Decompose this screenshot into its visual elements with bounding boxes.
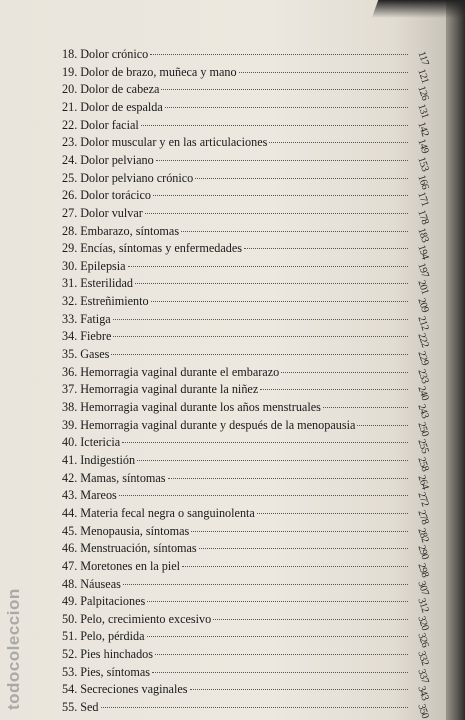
toc-entry-page: 126 <box>415 85 431 103</box>
toc-entry-number: 48. <box>62 576 78 591</box>
toc-entry-number: 45. <box>62 523 78 538</box>
toc-entry-page: 258 <box>415 455 431 473</box>
toc-entry <box>62 505 432 526</box>
toc-entry-page: 264 <box>415 473 431 491</box>
dot-leader <box>123 583 408 585</box>
toc-entry-page: 298 <box>415 561 431 579</box>
page-edge <box>446 0 465 720</box>
toc-entry <box>62 170 432 191</box>
toc-entry-page: 307 <box>415 579 431 597</box>
toc-entry-title: Pies, síntomas <box>80 664 150 679</box>
toc-entry-page: 255 <box>415 438 431 456</box>
toc-entry-number: 28. <box>62 223 78 238</box>
toc-entry-title: Encías, síntomas y enfermedades <box>80 241 243 256</box>
toc-entry-number: 23. <box>62 135 78 150</box>
toc-entry-title: Náuseas <box>80 576 121 591</box>
toc-entry <box>62 647 432 667</box>
toc-entry <box>62 576 432 597</box>
toc-entry-title: Pelo, pérdida <box>80 629 145 644</box>
toc-entry-number: 39. <box>62 417 78 432</box>
dot-leader <box>260 388 408 390</box>
toc-entry-title: Pelo, crecimiento excesivo <box>80 611 212 626</box>
toc-entry <box>62 629 432 650</box>
toc-entry <box>62 152 432 173</box>
toc-entry-title: Pies hinchados <box>80 647 154 662</box>
toc-entry <box>62 276 432 297</box>
dot-leader <box>152 671 408 673</box>
toc-entry <box>62 82 432 103</box>
dot-leader <box>153 194 408 196</box>
toc-entry <box>62 311 432 332</box>
toc-entry <box>62 488 432 508</box>
toc-entry <box>62 594 432 614</box>
dot-leader <box>195 177 408 179</box>
toc-entry-title: Hemorragia vaginal durante los años menstruales <box>80 400 321 414</box>
toc-entry-title: Dolor de espalda <box>80 99 163 114</box>
toc-entry-title: Gases <box>80 347 110 362</box>
toc-entry-page: 272 <box>415 491 431 508</box>
corner-shadow <box>372 0 465 18</box>
toc-entry <box>62 99 432 120</box>
toc-entry-number: 19. <box>62 64 78 79</box>
toc-entry <box>62 47 432 67</box>
toc-entry-title: Menstruación, síntomas <box>80 541 197 556</box>
dot-leader <box>128 265 408 267</box>
dot-leader <box>213 618 408 620</box>
toc-entry-page: 117 <box>415 50 431 67</box>
toc-entry-number: 34. <box>62 329 78 344</box>
toc-entry-number: 51. <box>62 629 78 644</box>
dot-leader <box>281 371 408 373</box>
toc-entry-title: Palpitaciones <box>80 594 146 609</box>
toc-entry-title: Dolor facial <box>80 117 139 132</box>
toc-entry <box>62 223 432 244</box>
toc-entry <box>62 417 432 438</box>
toc-entry-title: Epilepsia <box>80 258 126 273</box>
toc-entry-number: 55. <box>62 700 78 715</box>
toc-entry-title: Fatiga <box>80 311 111 326</box>
toc-entry-title: Embarazo, síntomas <box>80 223 180 238</box>
toc-entry-page: 312 <box>415 596 431 614</box>
toc-entry-title: Dolor muscular y en las articulaciones <box>80 135 268 150</box>
toc-entry <box>62 523 432 544</box>
dot-leader <box>151 300 408 302</box>
toc-entry-number: 25. <box>62 170 78 185</box>
toc-entry-number: 41. <box>62 452 78 467</box>
dot-leader <box>257 512 408 514</box>
toc-entry-title: Mamas, síntomas <box>80 470 166 485</box>
toc-entry-page: 149 <box>415 138 431 155</box>
toc-entry <box>62 558 432 579</box>
toc-entry-page: 166 <box>415 173 431 191</box>
toc-entry-title: Dolor pelviano <box>80 152 154 167</box>
dot-leader <box>147 600 408 602</box>
toc-entry-page: 326 <box>415 632 431 650</box>
toc-entry-title: Dolor torácico <box>80 188 151 203</box>
toc-entry <box>62 188 432 208</box>
toc-entry-title: Moretones en la piel <box>80 558 181 573</box>
dot-leader <box>190 688 408 690</box>
dot-leader <box>165 106 408 108</box>
toc-entry-number: 29. <box>62 241 78 256</box>
dot-leader <box>155 653 408 655</box>
toc-entry <box>62 347 432 367</box>
toc-entry <box>62 452 432 473</box>
toc-entry-title: Dolor de cabeza <box>80 82 160 97</box>
dot-leader <box>111 353 408 355</box>
dot-leader <box>150 53 408 55</box>
toc-entry <box>62 400 432 420</box>
toc-entry <box>62 241 432 261</box>
toc-entry <box>62 117 432 138</box>
dot-leader <box>244 247 408 249</box>
dot-leader <box>323 406 408 408</box>
toc-entry-title: Hemorragia vaginal durante el embarazo <box>80 364 280 379</box>
toc-entry-title: Estreñimiento <box>80 294 149 309</box>
toc-entry <box>62 470 432 491</box>
toc-entry-title: Dolor vulvar <box>80 205 143 220</box>
dot-leader <box>141 124 408 126</box>
dot-leader <box>182 565 408 567</box>
toc-entry-number: 22. <box>62 117 78 132</box>
toc-entry-title: Dolor crónico <box>80 47 149 61</box>
toc-entry-number: 32. <box>62 294 78 309</box>
dot-leader <box>137 459 408 461</box>
toc-entry-number: 24. <box>62 152 78 167</box>
toc-entry-page: 222 <box>415 332 431 350</box>
dot-leader <box>269 141 408 143</box>
dot-leader <box>357 424 408 426</box>
toc-entry-number: 38. <box>62 400 78 414</box>
toc-entry-page: 201 <box>415 279 431 297</box>
dot-leader <box>122 441 408 443</box>
toc-entry-page: 243 <box>415 402 431 420</box>
toc-entry-page: 121 <box>415 67 431 85</box>
dot-leader <box>113 318 408 320</box>
toc-entry <box>62 64 432 85</box>
toc-entry-number: 36. <box>62 364 78 379</box>
toc-entry-number: 47. <box>62 558 78 573</box>
toc-entry <box>62 435 432 456</box>
toc-entry-title: Sed <box>80 700 99 715</box>
toc-entry <box>62 205 432 226</box>
toc-entry-title: Ictericia <box>80 435 121 450</box>
toc-entry <box>62 329 432 350</box>
dot-leader <box>156 159 408 161</box>
toc-entry-number: 37. <box>62 382 78 397</box>
toc-entry-title: Hemorragia vaginal durante la niñez <box>80 382 259 397</box>
toc-entry <box>62 700 432 720</box>
toc-entry-title: Secreciones vaginales <box>80 682 188 697</box>
toc-entry-number: 33. <box>62 311 78 326</box>
toc-entry-number: 54. <box>62 682 78 697</box>
dot-leader <box>145 212 408 214</box>
toc-entry-page: 350 <box>415 702 431 720</box>
toc-entry-number: 44. <box>62 505 78 520</box>
toc-entry-number: 49. <box>62 594 78 609</box>
toc-entry-number: 42. <box>62 470 78 485</box>
toc-entry-number: 21. <box>62 99 78 114</box>
toc-entry-title: Materia fecal negra o sanguinolenta <box>80 505 255 520</box>
toc-entry <box>62 541 432 561</box>
toc-entry-page: 194 <box>415 243 431 261</box>
toc-entry-page: 197 <box>415 261 431 279</box>
toc-entry-page: 250 <box>415 420 431 438</box>
toc-entry <box>62 258 432 279</box>
toc-entry-title: Esterilidad <box>80 276 134 291</box>
toc-entry-page: 337 <box>415 667 431 685</box>
dot-leader <box>135 282 408 284</box>
dot-leader <box>181 230 408 232</box>
toc-entry-page: 343 <box>415 685 431 703</box>
toc-entry <box>62 611 432 632</box>
toc-entry-page: 278 <box>415 508 431 526</box>
toc-entry-page: 290 <box>415 543 431 561</box>
toc-entry <box>62 364 432 385</box>
toc-entry-page: 240 <box>415 385 431 403</box>
toc-entry-title: Hemorragia vaginal durante y después de la menopausia <box>80 417 356 432</box>
toc-entry-page: 131 <box>415 102 431 120</box>
dot-leader <box>199 547 408 549</box>
dot-leader <box>101 706 408 708</box>
toc-entry-page: 320 <box>415 614 431 632</box>
toc-entry-title: Menopausia, síntomas <box>80 523 190 538</box>
toc-entry-title: Fiebre <box>80 329 112 344</box>
toc-entry-page: 183 <box>415 226 431 244</box>
dot-leader <box>239 71 408 73</box>
toc-entry-number: 18. <box>62 47 78 61</box>
toc-entry-number: 20. <box>62 82 78 97</box>
toc-entry-page: 171 <box>415 190 431 208</box>
toc-entry-number: 30. <box>62 258 78 273</box>
toc-entry-title: Dolor de brazo, muñeca y mano <box>80 64 237 79</box>
toc-entry-page: 229 <box>415 349 431 367</box>
watermark: todocoleccion <box>4 588 23 710</box>
toc-entry-title: Indigestión <box>80 452 136 467</box>
toc-entry-page: 332 <box>415 649 431 667</box>
toc-entry-page: 142 <box>415 120 431 138</box>
toc-entry-title: Dolor pelviano crónico <box>80 170 194 185</box>
toc-entry-number: 50. <box>62 611 78 626</box>
toc-entry-number: 53. <box>62 664 78 679</box>
toc-entry <box>62 664 432 685</box>
toc-entry-number: 46. <box>62 541 78 556</box>
toc-entry-page: 212 <box>415 314 431 332</box>
toc-entry-page: 282 <box>415 526 431 544</box>
toc-entry <box>62 294 432 314</box>
dot-leader <box>147 635 408 637</box>
toc-entry-number: 52. <box>62 647 78 662</box>
toc-entry <box>62 135 432 155</box>
toc-entry-number: 43. <box>62 488 78 503</box>
toc-entry-number: 26. <box>62 188 78 203</box>
dot-leader <box>113 335 408 337</box>
toc-entry-title: Mareos <box>80 488 117 503</box>
dot-leader <box>161 88 408 90</box>
toc-entry-page: 209 <box>415 296 431 314</box>
toc-entry-page: 233 <box>415 367 431 385</box>
toc-entry-page: 153 <box>415 155 431 173</box>
dot-leader <box>191 530 408 532</box>
toc-entry-number: 35. <box>62 347 78 362</box>
toc-entry-number: 27. <box>62 205 78 220</box>
toc-entry-number: 31. <box>62 276 78 291</box>
toc-entry <box>62 382 432 403</box>
dot-leader <box>119 494 408 496</box>
toc-entry <box>62 682 432 703</box>
dot-leader <box>168 477 408 479</box>
toc-entry-page: 178 <box>415 208 431 226</box>
toc-entry-number: 40. <box>62 435 78 450</box>
